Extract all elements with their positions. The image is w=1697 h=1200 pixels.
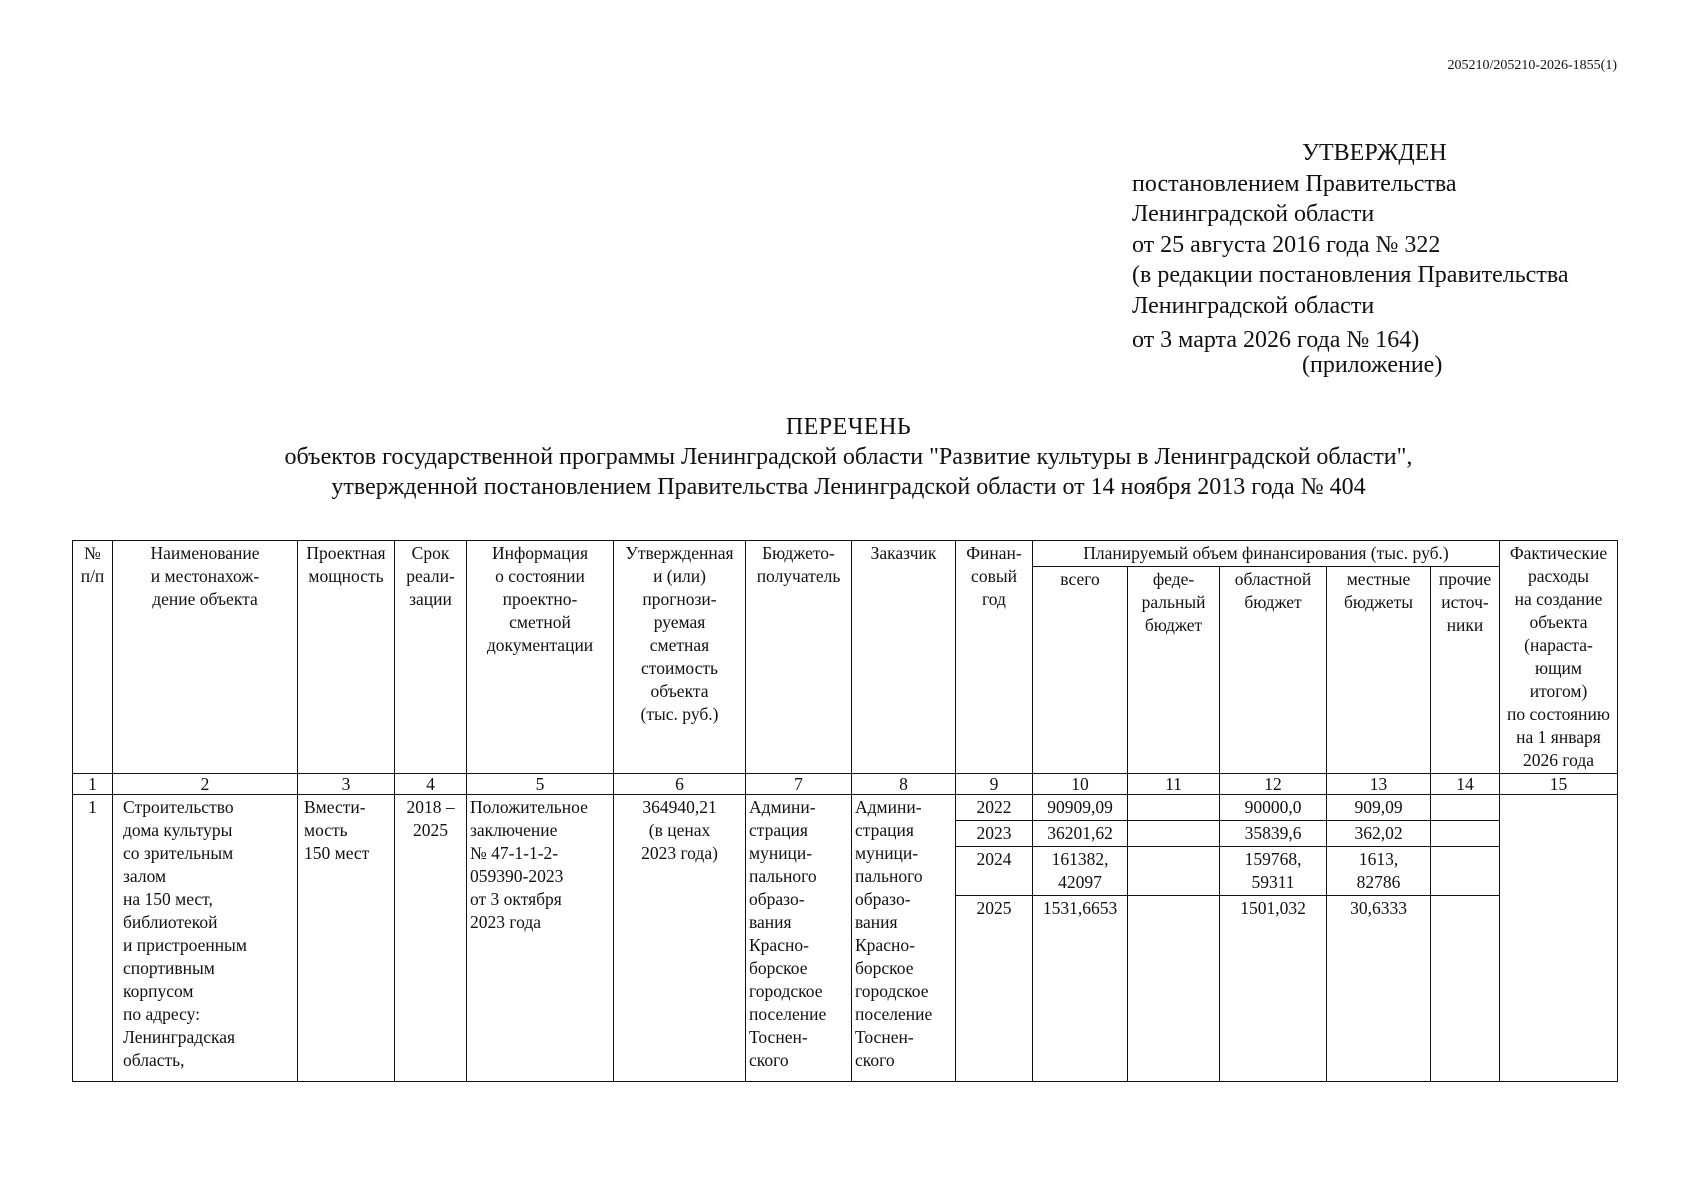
column-number: 10 [1033, 774, 1128, 795]
cell-text-line: Информация [491, 543, 589, 563]
cell-text-line: мощность [308, 566, 384, 586]
cell-text-line: пального [855, 866, 923, 886]
cell-text-line: 1501,032 [1240, 898, 1306, 918]
cell-text-line: Наименование [150, 543, 260, 563]
cell-text-line: 2023 года) [641, 843, 718, 863]
column-number: 13 [1327, 774, 1431, 795]
cell-text-line: 2018 – [406, 797, 455, 817]
cell-text-line: прогнози- [642, 589, 717, 609]
cell-text-line: сметная [649, 635, 710, 655]
financial-year: 2022 [956, 795, 1033, 821]
cell-text-line: бюджет [1244, 592, 1302, 613]
cell-text-line: п/п [80, 566, 105, 586]
cell-text-line: и (или) [653, 566, 706, 586]
cell-text-line: от 3 октября [470, 889, 562, 909]
object-name [113, 795, 298, 1082]
cell-text-line: Положительное [470, 797, 588, 817]
cell-text-line: 90000,0 [1244, 797, 1302, 817]
cell-text-line: ского [749, 1050, 789, 1070]
cell-text-line: мость [304, 820, 348, 840]
cell-text-line: № [84, 543, 101, 563]
cell-text-line: объекта [650, 681, 709, 701]
approval-stamp [1132, 138, 1569, 380]
cell-text-line: 36201,62 [1047, 823, 1113, 843]
cell-text-line: по адресу: [123, 1004, 201, 1024]
cell-text-line: на создание [1514, 589, 1603, 609]
column-number: 9 [956, 774, 1033, 795]
cell-text-line: на 1 января [1516, 727, 1601, 747]
implementation-period [395, 795, 467, 1082]
cell-text-line: зации [409, 589, 452, 609]
cell-text-line: дение объекта [152, 589, 258, 609]
column-number-row [73, 774, 1618, 795]
financial-year: 2024 [956, 847, 1033, 896]
column-number: 7 [746, 774, 852, 795]
cell-text-line: Админи- [749, 797, 816, 817]
cell-text-line: пального [749, 866, 817, 886]
cell-text-line: итогом) [1529, 681, 1588, 701]
header-cell [1500, 541, 1618, 774]
cell-text-line: 82786 [1356, 872, 1401, 892]
amount-regional [1220, 821, 1327, 847]
cell-text-line: 90909,09 [1047, 797, 1113, 817]
cell-text-line: (тыс. руб.) [640, 704, 719, 724]
cell-text-line: 161382, [1051, 849, 1109, 869]
header-row [73, 541, 1618, 567]
cell-text-line: 909,09 [1354, 797, 1403, 817]
header-cell [298, 541, 395, 774]
cell-text-line: Срок [411, 543, 450, 563]
column-number: 15 [1500, 774, 1618, 795]
amount-local [1327, 795, 1431, 821]
column-number: 5 [467, 774, 614, 795]
cell-text-line: Вмести- [304, 797, 366, 817]
cell-text-line: Заказчик [870, 543, 937, 563]
cell-text-line: документации [486, 635, 594, 655]
cell-text-line: 2023 года [470, 912, 542, 932]
column-number: 8 [852, 774, 956, 795]
documentation-info [467, 795, 614, 1082]
cell-text-line: ющим [1535, 658, 1582, 678]
cell-text-line: и пристроенным [123, 935, 247, 955]
document-title [0, 412, 1697, 502]
cell-text-line: 59311 [1251, 872, 1295, 892]
cell-text-line: совый [971, 566, 1017, 586]
cell-text-line: поселение [855, 1004, 933, 1024]
column-number: 3 [298, 774, 395, 795]
amount-federal [1128, 821, 1220, 847]
amount-other [1431, 847, 1500, 896]
subheader-cell [1327, 567, 1431, 774]
financial-year: 2025 [956, 896, 1033, 1082]
amount-regional [1220, 896, 1327, 1082]
cell-text-line: 150 мест [304, 843, 370, 863]
cell-text-line: Ленинградская [123, 1027, 236, 1047]
cell-text-line: стоимость [641, 658, 718, 678]
cell-text-line: дома культуры [123, 820, 233, 840]
header-cell [746, 541, 852, 774]
amount-total [1033, 795, 1128, 821]
title-heading: ПЕРЕЧЕНЬ [785, 414, 912, 440]
column-number: 4 [395, 774, 467, 795]
title-subtitle: утвержденной постановлением Правительства Ленинградской области от 14 ноября 2013 года № 404 [331, 474, 1366, 500]
cell-text-line: городское [855, 981, 929, 1001]
cell-text-line: расходы [1527, 566, 1590, 586]
cell-text-line: страция [855, 820, 914, 840]
cell-text-line: Проектная [306, 543, 386, 563]
column-number: 2 [113, 774, 298, 795]
cell-text-line: Тоснен- [855, 1027, 914, 1047]
header-cell-financing [1033, 541, 1500, 567]
cell-text-line: спортивным [123, 958, 215, 978]
header-cell [956, 541, 1033, 774]
cell-text-line: 1613, [1358, 849, 1399, 869]
cell-text-line: и местонахож- [150, 566, 260, 586]
financial-year: 2023 [956, 821, 1033, 847]
amount-total [1033, 896, 1128, 1082]
cell-text-line: 30,6333 [1350, 898, 1407, 918]
cell-text-line: № 47-1-1-2- [470, 843, 559, 863]
cell-text-line: Фактические [1509, 543, 1608, 563]
cell-text-line: Красно- [855, 935, 915, 955]
approval-line: от 3 марта 2026 года № 164) [1132, 327, 1420, 353]
cell-text-line: муници- [749, 843, 813, 863]
cell-text-line: 2025 [413, 820, 448, 840]
cell-text-line: Планируемый объем финансирования (тыс. руб.) [1083, 543, 1449, 563]
objects-table [72, 540, 1618, 1082]
cell-text-line: сметной [509, 612, 571, 632]
cell-text-line: ральный [1141, 592, 1206, 613]
cell-text-line: муници- [855, 843, 919, 863]
cell-text-line: 2026 года [1522, 750, 1595, 770]
cell-text-line: вания [855, 912, 898, 932]
cell-text-line: 35839,6 [1244, 823, 1302, 843]
cell-text-line: местные [1346, 569, 1411, 590]
approval-line: постановлением Правительства [1132, 170, 1457, 197]
cell-text-line: год [982, 589, 1006, 609]
cell-text-line: 364940,21 [642, 797, 717, 817]
amount-local [1327, 896, 1431, 1082]
cell-text-line: образо- [855, 889, 911, 909]
cell-text-line: Бюджето- [762, 543, 835, 563]
amount-other [1431, 896, 1500, 1082]
cell-text-line: руемая [653, 612, 706, 632]
cell-text-line: библиотекой [123, 912, 218, 932]
column-number: 12 [1220, 774, 1327, 795]
cell-text-line: Админи- [855, 797, 922, 817]
cell-text-line: борское [855, 958, 914, 978]
header-cell [395, 541, 467, 774]
cell-text-line: ники [1446, 615, 1484, 636]
amount-total [1033, 821, 1128, 847]
cell-text-line: Утвержденная [625, 543, 734, 563]
row-number: 1 [73, 795, 113, 1082]
document-id: 205210/205210-2026-1855(1) [1447, 58, 1617, 73]
amount-local [1327, 821, 1431, 847]
cell-text-line: 059390-2023 [470, 866, 564, 886]
header-cell [467, 541, 614, 774]
amount-federal [1128, 896, 1220, 1082]
title-subtitle: объектов государственной программы Ленинградской области "Развитие культуры в Ленинградской области", [284, 444, 1413, 470]
cell-text-line: образо- [749, 889, 805, 909]
cell-text-line: поселение [749, 1004, 827, 1024]
cell-text-line: 159768, [1244, 849, 1302, 869]
approval-line: Ленинградской области [1132, 292, 1375, 319]
cell-text-line: о состоянии [495, 566, 585, 586]
amount-federal [1128, 847, 1220, 896]
cell-text-line: 362,02 [1354, 823, 1403, 843]
approval-line: от 25 августа 2016 года № 322 [1132, 231, 1441, 258]
cell-text-line: получатель [756, 566, 841, 586]
budget-recipient [746, 795, 852, 1082]
column-number: 11 [1128, 774, 1220, 795]
cell-text-line: Строительство [123, 797, 234, 817]
amount-other [1431, 821, 1500, 847]
cell-text-line: на 150 мест, [123, 889, 213, 909]
amount-regional [1220, 847, 1327, 896]
amount-local [1327, 847, 1431, 896]
cell-text-line: 42097 [1058, 872, 1102, 892]
cell-text-line: Финан- [966, 543, 1022, 563]
cell-text-line: всего [1060, 569, 1100, 590]
approval-note: (приложение) [1302, 351, 1443, 378]
cell-text-line: по состоянию [1507, 704, 1610, 724]
cell-text-line: источ- [1441, 592, 1489, 613]
subheader-cell [1128, 567, 1220, 774]
cell-text-line: (нараста- [1524, 635, 1593, 655]
cell-text-line: прочие [1438, 569, 1492, 590]
cell-text-line: областной [1234, 569, 1312, 590]
approval-line: Ленинградской области [1132, 201, 1375, 227]
column-number: 1 [73, 774, 113, 795]
amount-federal [1128, 795, 1220, 821]
amount-regional [1220, 795, 1327, 821]
cell-text-line: реали- [406, 566, 455, 586]
project-capacity [298, 795, 395, 1082]
cell-text-line: вания [749, 912, 792, 932]
cell-text-line: 1531,6653 [1042, 898, 1118, 918]
subheader-cell [1033, 567, 1128, 774]
amount-total [1033, 847, 1128, 896]
header-cell [614, 541, 746, 774]
cell-text-line: страция [749, 820, 808, 840]
cell-text-line: корпусом [123, 981, 194, 1001]
header-cell [852, 541, 956, 774]
column-number: 6 [614, 774, 746, 795]
cell-text-line: бюджет [1144, 615, 1203, 636]
cell-text-line: (в ценах [648, 820, 711, 840]
actual-expenses [1500, 795, 1618, 1082]
cell-text-line: городское [749, 981, 823, 1001]
column-number: 14 [1431, 774, 1500, 795]
cell-text-line: со зрительным [123, 843, 234, 863]
subheader-cell [1220, 567, 1327, 774]
cell-text-line: бюджеты [1343, 592, 1414, 613]
cell-text-line: заключение [470, 820, 558, 840]
cell-text-line: феде- [1152, 569, 1195, 590]
customer [852, 795, 956, 1082]
table-row [73, 795, 1618, 821]
cell-text-line: залом [123, 866, 167, 886]
cell-text-line: проектно- [502, 589, 578, 609]
subheader-cell [1431, 567, 1500, 774]
header-cell [73, 541, 113, 774]
header-cell [113, 541, 298, 774]
cell-text-line: ского [855, 1050, 895, 1070]
cell-text-line: объекта [1529, 612, 1588, 632]
cell-text-line: Тоснен- [749, 1027, 808, 1047]
cell-text-line: борское [749, 958, 808, 978]
amount-other [1431, 795, 1500, 821]
approval-heading: УТВЕРЖДЕН [1302, 140, 1447, 166]
cell-text-line: область, [123, 1050, 185, 1070]
estimated-cost [614, 795, 746, 1082]
cell-text-line: Красно- [749, 935, 809, 955]
approval-line: (в редакции постановления Правительства [1132, 262, 1569, 288]
